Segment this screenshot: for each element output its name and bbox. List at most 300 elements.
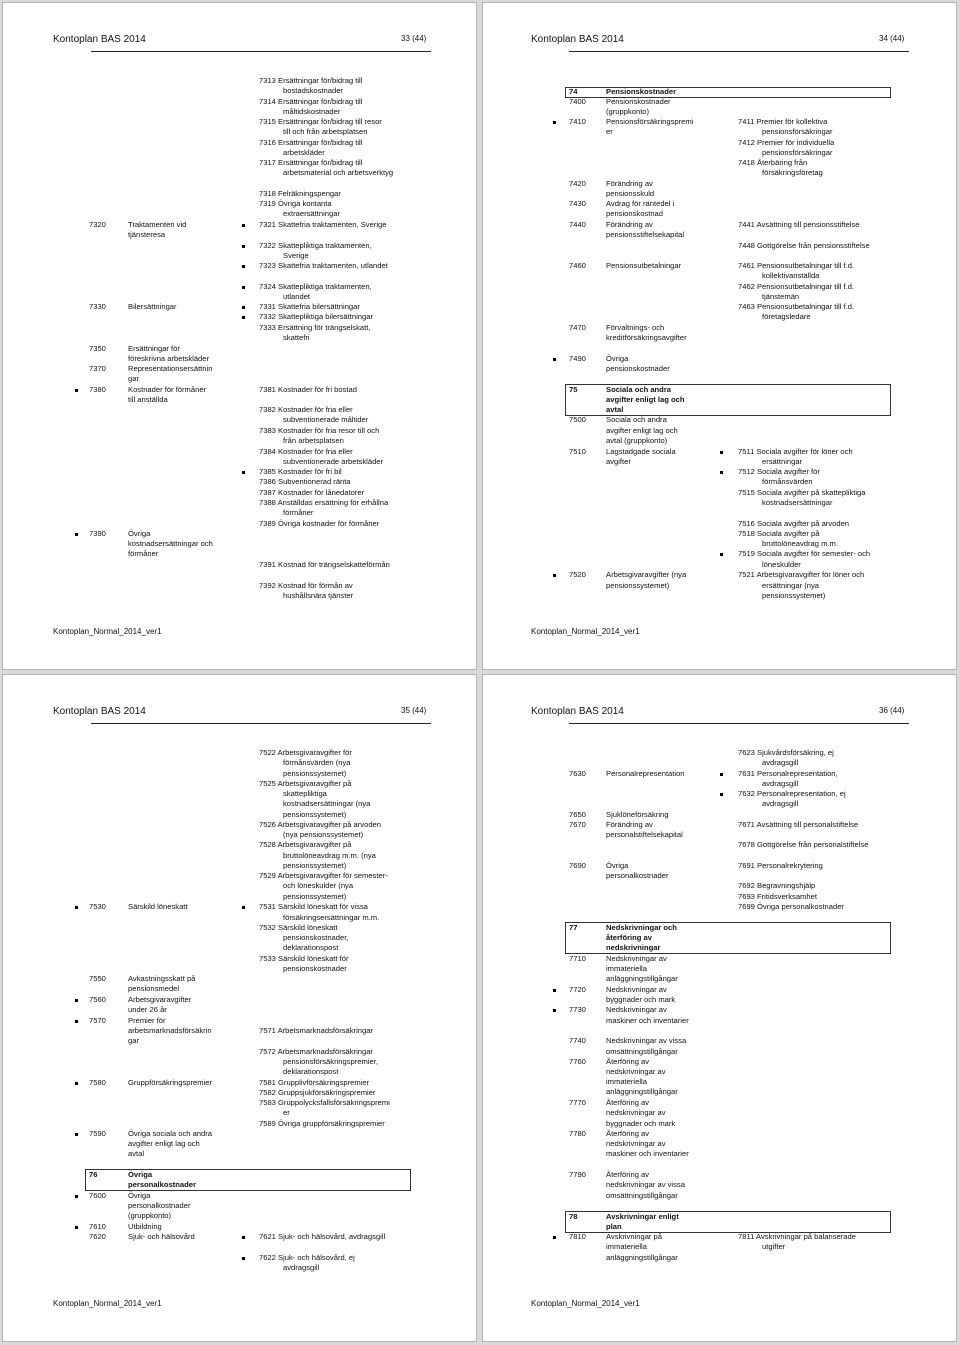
account-number: 7770 — [569, 1098, 586, 1107]
account-number: 7440 — [569, 220, 586, 229]
bullet-icon — [553, 1009, 556, 1012]
bullet-icon — [75, 906, 78, 909]
account-number: 7350 — [89, 344, 106, 353]
account-line: arbetskläder — [283, 148, 325, 157]
account-name: Pensionsutbetalningar — [606, 261, 682, 270]
bullet-icon — [242, 906, 245, 909]
account-line: 7581 Grupplivförsäkringspremier — [259, 1078, 370, 1087]
account-line: 7528 Arbetsgivaravgifter på — [259, 840, 352, 849]
footer: Kontoplan_Normal_2014_ver1 — [53, 627, 162, 636]
account-line: pensionsförsäkringar — [762, 148, 833, 157]
account-line: 7391 Kostnad för trängselskatteförmån — [259, 560, 390, 569]
account-name: föreskrivna arbetskläder — [128, 354, 210, 363]
account-number: 7590 — [89, 1129, 106, 1138]
account-line: 7691 Personalrekrytering — [738, 861, 823, 870]
section-title: avgifter enligt lag och — [606, 395, 685, 404]
account-number: 7560 — [89, 995, 106, 1004]
account-line: måltidskostnader — [283, 107, 341, 116]
account-line: 7525 Arbetsgivaravgifter på — [259, 779, 352, 788]
account-line: förmånsvärden (nya — [283, 758, 351, 767]
account-name: Förändring av — [606, 820, 653, 829]
account-line: bostadskostnader — [283, 86, 343, 95]
section-title: Avskrivningar enligt — [606, 1212, 679, 1221]
account-line: från arbetsplatsen — [283, 436, 344, 445]
bullet-icon — [75, 1226, 78, 1229]
account-line: 7412 Premier för individuella — [738, 138, 835, 147]
bullet-icon — [242, 1236, 245, 1239]
account-line: 7526 Arbetsgivaravgifter på arvoden — [259, 820, 382, 829]
account-name: maskiner och inventarier — [606, 1016, 689, 1025]
account-line: 7392 Kostnad för förmån av — [259, 581, 353, 590]
account-name: anläggningstillgångar — [606, 1253, 678, 1262]
account-name: Nedskrivningar av — [606, 1005, 667, 1014]
account-line: 7384 Kostnader för fria eller — [259, 447, 353, 456]
bullet-icon — [720, 773, 723, 776]
bullet-icon — [720, 471, 723, 474]
account-name: nedskrivningar av — [606, 1139, 666, 1148]
account-line: 7381 Kostnader för fri bostad — [259, 385, 357, 394]
account-number: 7380 — [89, 385, 106, 394]
account-name: Återföring av — [606, 1057, 650, 1066]
account-name: Pensionskostnader — [606, 97, 671, 106]
account-line: 7462 Pensionsutbetalningar till f.d. — [738, 282, 855, 291]
account-line: och löneskulder (nya — [283, 881, 354, 890]
account-line: deklarationspost — [283, 943, 339, 952]
account-line: kostnadsersättningar (nya — [283, 799, 371, 808]
account-name: Kostnader för förmåner — [128, 385, 207, 394]
account-name: Återföring av — [606, 1170, 650, 1179]
account-number: 7710 — [569, 954, 586, 963]
account-line: 7518 Sociala avgifter på — [738, 529, 820, 538]
bullet-icon — [75, 999, 78, 1002]
account-number: 7400 — [569, 97, 586, 106]
account-line: pensionsförsäkringar — [762, 127, 833, 136]
section-number: 77 — [569, 923, 578, 932]
account-line: försäkringsföretag — [762, 168, 823, 177]
account-name: under 26 år — [128, 1005, 167, 1014]
account-name: Sjuklöneförsäkring — [606, 810, 669, 819]
account-line: 7333 Ersättning för trängselskatt, — [259, 323, 371, 332]
account-line: ersättningar — [762, 457, 803, 466]
account-line: avdragsgill — [283, 1263, 320, 1272]
account-name: byggnader och mark — [606, 995, 676, 1004]
account-number: 7370 — [89, 364, 106, 373]
section-title: personalkostnader — [128, 1180, 196, 1189]
account-line: pensionssystemet) — [283, 769, 347, 778]
bullet-icon — [553, 358, 556, 361]
bullet-icon — [242, 286, 245, 289]
account-line: utlandet — [283, 292, 311, 301]
account-name: Förändring av — [606, 220, 653, 229]
account-line: 7811 Avskrivningar på balanserade — [738, 1232, 856, 1241]
account-line: 7319 Övriga kontanta — [259, 199, 332, 208]
section-title: plan — [606, 1222, 622, 1231]
section-title: Nedskrivningar och — [606, 923, 677, 932]
account-name: Arbetsgivaravgifter (nya — [606, 570, 687, 579]
account-number: 7740 — [569, 1036, 586, 1045]
account-line: 7382 Kostnader för fria eller — [259, 405, 353, 414]
account-line: 7632 Personalrepresentation, ej — [738, 789, 846, 798]
account-line: pensionssystemet) — [762, 591, 826, 600]
bullet-icon — [242, 316, 245, 319]
account-line: 7324 Skattepliktiga traktamenten, — [259, 282, 372, 291]
account-line: extraersättningar — [283, 209, 340, 218]
account-number: 7690 — [569, 861, 586, 870]
account-line: till och från arbetsplatsen — [283, 127, 368, 136]
account-line: 7589 Övriga gruppförsäkringspremier — [259, 1119, 385, 1128]
bullet-icon — [75, 1195, 78, 1198]
account-line: 7332 Skattepliktiga bilersättningar — [259, 312, 373, 321]
account-number: 7760 — [569, 1057, 586, 1066]
bullet-icon — [242, 245, 245, 248]
bullet-icon — [720, 451, 723, 454]
doc-title: Kontoplan BAS 2014 — [53, 34, 146, 45]
account-number: 7510 — [569, 447, 586, 456]
account-number: 7630 — [569, 769, 586, 778]
account-line: 7572 Arbetsmarknadsförsäkringar — [259, 1047, 373, 1056]
account-line: 7389 Övriga kostnader för förmåner — [259, 519, 380, 528]
account-name: pensionssystemet) — [606, 581, 670, 590]
account-line: 7317 Ersättningar för/bidrag till — [259, 158, 363, 167]
account-name: arbetsmarknadsförsäkrin — [128, 1026, 212, 1035]
account-name: maskiner och inventarier — [606, 1149, 689, 1158]
account-name: Förvaltnings- och — [606, 323, 665, 332]
bullet-icon — [242, 1257, 245, 1260]
header-rule — [569, 723, 909, 724]
account-number: 7570 — [89, 1016, 106, 1025]
account-line: arbetsmaterial och arbetsverktyg — [283, 168, 394, 177]
account-name: gar — [128, 374, 139, 383]
account-name: Sjuk- och hälsovård — [128, 1232, 195, 1241]
account-name: omsättningstillgångar — [606, 1047, 678, 1056]
account-line: 7318 Felräkningspengar — [259, 189, 341, 198]
account-line: 7531 Särskild löneskatt för vissa — [259, 902, 368, 911]
account-number: 7580 — [89, 1078, 106, 1087]
account-number: 7420 — [569, 179, 586, 188]
account-line: löneskulder — [762, 560, 801, 569]
account-line: pensionssystemet) — [283, 892, 347, 901]
account-line: 7621 Sjuk- och hälsovård, avdragsgill — [259, 1232, 386, 1241]
account-name: kostnadsersättningar och — [128, 539, 213, 548]
doc-title: Kontoplan BAS 2014 — [531, 706, 624, 717]
account-line: 7533 Särskild löneskatt för — [259, 954, 349, 963]
footer: Kontoplan_Normal_2014_ver1 — [53, 1299, 162, 1308]
account-line: 7693 Fritidsverksamhet — [738, 892, 817, 901]
account-name: nedskrivningar av vissa — [606, 1180, 685, 1189]
account-line: pensionskostnader, — [283, 933, 349, 942]
account-number: 7790 — [569, 1170, 586, 1179]
account-line: företagsledare — [762, 312, 811, 321]
account-name: personalkostnader — [606, 871, 669, 880]
account-name: gar — [128, 1036, 139, 1045]
page-36 — [482, 674, 957, 1342]
account-line: 7314 Ersättningar för/bidrag till — [259, 97, 363, 106]
account-number: 7620 — [89, 1232, 106, 1241]
section-number: 78 — [569, 1212, 578, 1221]
account-name: pensionskostnad — [606, 209, 663, 218]
account-line: 7582 Gruppsjukförsäkringspremier — [259, 1088, 376, 1097]
account-number: 7320 — [89, 220, 106, 229]
account-line: deklarationspost — [283, 1067, 339, 1076]
account-number: 7810 — [569, 1232, 586, 1241]
account-line: tjänstemän — [762, 292, 800, 301]
account-number: 7490 — [569, 354, 586, 363]
page-number: 36 (44) — [879, 706, 905, 715]
account-number: 7610 — [89, 1222, 106, 1231]
page-number: 33 (44) — [401, 34, 427, 43]
doc-title: Kontoplan BAS 2014 — [53, 706, 146, 717]
account-line: 7699 Övriga personalkostnader — [738, 902, 844, 911]
account-line: kostnadsersättningar — [762, 498, 833, 507]
account-line: 7441 Avsättning till pensionsstiftelse — [738, 220, 860, 229]
account-line: avdragsgill — [762, 799, 799, 808]
account-number: 7390 — [89, 529, 106, 538]
account-number: 7530 — [89, 902, 106, 911]
bullet-icon — [553, 574, 556, 577]
account-line: 7448 Gottgörelse från pensionsstiftelse — [738, 241, 870, 250]
account-line: 7316 Ersättningar för/bidrag till — [259, 138, 363, 147]
account-line: 7623 Sjukvårdsförsäkring, ej — [738, 748, 834, 757]
account-name: immateriella — [606, 964, 647, 973]
bullet-icon — [75, 389, 78, 392]
account-name: Pensionsförsäkringspremi — [606, 117, 694, 126]
account-name: avgifter — [606, 457, 631, 466]
account-number: 7330 — [89, 302, 106, 311]
account-line: ersättningar (nya — [762, 581, 819, 590]
account-name: Nedskrivningar av vissa — [606, 1036, 687, 1045]
account-name: Återföring av — [606, 1098, 650, 1107]
account-name: Övriga — [606, 354, 629, 363]
bullet-icon — [75, 1020, 78, 1023]
account-name: Premier för — [128, 1016, 166, 1025]
account-name: er — [606, 127, 613, 136]
page-34 — [482, 2, 957, 670]
account-line: 7388 Anställdas ersättning för erhållna — [259, 498, 389, 507]
account-name: Representationsersättnin — [128, 364, 213, 373]
account-name: Förändring av — [606, 179, 653, 188]
bullet-icon — [242, 265, 245, 268]
account-number: 7410 — [569, 117, 586, 126]
bullet-icon — [75, 533, 78, 536]
account-line: skattepliktiga — [283, 789, 327, 798]
account-name: pensionsstiftelsekapital — [606, 230, 685, 239]
account-line: subventionerade arbetskläder — [283, 457, 384, 466]
account-line: 7671 Avsättning till personalstiftelse — [738, 820, 859, 829]
account-line: 7516 Sociala avgifter på arvoden — [738, 519, 850, 528]
account-number: 7720 — [569, 985, 586, 994]
account-line: 7383 Kostnader för fria resor till och — [259, 426, 380, 435]
account-line: 7463 Pensionsutbetalningar till f.d. — [738, 302, 855, 311]
account-line: 7511 Sociala avgifter för löner och — [738, 447, 853, 456]
account-name: Avdrag för räntedel i — [606, 199, 675, 208]
account-line: 7571 Arbetsmarknadsförsäkringar — [259, 1026, 373, 1035]
account-name: nedskrivningar av — [606, 1067, 666, 1076]
account-line: bruttolöneavdrag m.m. — [762, 539, 838, 548]
account-line: försäkringsersättningar m.m. — [283, 913, 380, 922]
account-line: 7522 Arbetsgivaravgifter för — [259, 748, 352, 757]
account-line: 7461 Pensionsutbetalningar till f.d. — [738, 261, 855, 270]
account-name: Särskild löneskatt — [128, 902, 188, 911]
account-name: pensionsskuld — [606, 189, 655, 198]
account-name: anläggningstillgångar — [606, 974, 678, 983]
account-number: 7500 — [569, 415, 586, 424]
account-number: 7780 — [569, 1129, 586, 1138]
account-line: avdragsgill — [762, 758, 799, 767]
account-line: 7387 Kostnader för lånedatorer — [259, 488, 365, 497]
account-name: Nedskrivningar av — [606, 954, 667, 963]
account-line: pensionsförsäkringspremier, — [283, 1057, 378, 1066]
account-name: byggnader och mark — [606, 1119, 676, 1128]
account-name: personalkostnader — [128, 1201, 191, 1210]
header-rule — [91, 51, 431, 52]
account-name: Sociala och andra — [606, 415, 667, 424]
account-name: Arbetsgivaravgifter — [128, 995, 192, 1004]
account-name: Gruppförsäkringspremier — [128, 1078, 212, 1087]
account-number: 7730 — [569, 1005, 586, 1014]
account-name: anläggningstillgångar — [606, 1087, 678, 1096]
account-line: (nya pensionssystemet) — [283, 830, 364, 839]
account-name: personalstiftelsekapital — [606, 830, 683, 839]
account-name: Nedskrivningar av — [606, 985, 667, 994]
account-line: 7385 Kostnader för fri bil — [259, 467, 342, 476]
footer: Kontoplan_Normal_2014_ver1 — [531, 1299, 640, 1308]
account-name: Personalrepresentation — [606, 769, 685, 778]
account-number: 7470 — [569, 323, 586, 332]
account-line: 7631 Personalrepresentation, — [738, 769, 838, 778]
account-name: avgifter enligt lag och — [128, 1139, 200, 1148]
bullet-icon — [553, 121, 556, 124]
account-number: 7550 — [89, 974, 106, 983]
account-name: Utbildning — [128, 1222, 162, 1231]
account-name: immateriella — [606, 1242, 647, 1251]
account-line: bruttolöneavdrag m.m. (nya — [283, 851, 376, 860]
account-line: 7386 Subventionerad ränta — [259, 477, 351, 486]
account-number: 7430 — [569, 199, 586, 208]
section-number: 76 — [89, 1170, 98, 1179]
bullet-icon — [553, 1236, 556, 1239]
account-name: Avkastningsskatt på — [128, 974, 196, 983]
bullet-icon — [242, 471, 245, 474]
section-title: Övriga — [128, 1170, 153, 1179]
section-title: Pensionskostnader — [606, 87, 677, 96]
account-line: 7583 Gruppolycksfallsförsäkringspremi — [259, 1098, 390, 1107]
account-name: (gruppkonto) — [128, 1211, 172, 1220]
section-title: avtal — [606, 405, 624, 414]
account-name: pensionsmedel — [128, 984, 180, 993]
account-name: tjänsteresa — [128, 230, 166, 239]
account-line: 7313 Ersättningar för/bidrag till — [259, 76, 363, 85]
account-name: nedskrivningar av — [606, 1108, 666, 1117]
bullet-icon — [242, 306, 245, 309]
account-name: Ersättningar för — [128, 344, 180, 353]
account-name: Övriga — [128, 529, 151, 538]
account-name: Lagstadgade sociala — [606, 447, 676, 456]
account-name: förmåner — [128, 549, 159, 558]
account-name: Avskrivningar på — [606, 1232, 662, 1241]
bullet-icon — [75, 1082, 78, 1085]
account-line: 7529 Arbetsgivaravgifter för semester- — [259, 871, 388, 880]
account-name: Övriga — [606, 861, 629, 870]
account-line: 7519 Sociala avgifter för semester- och — [738, 549, 871, 558]
doc-title: Kontoplan BAS 2014 — [531, 34, 624, 45]
account-line: pensionssystemet) — [283, 861, 347, 870]
account-line: Sverige — [283, 251, 309, 260]
account-line: 7322 Skattepliktiga traktamenten, — [259, 241, 372, 250]
page-number: 34 (44) — [879, 34, 905, 43]
account-line: utgifter — [762, 1242, 786, 1251]
section-title: Sociala och andra — [606, 385, 671, 394]
account-line: 7512 Sociala avgifter för — [738, 467, 820, 476]
account-line: 7315 Ersättningar för/bidrag till resor — [259, 117, 382, 126]
account-line: 7321 Skattefria traktamenten, Sverige — [259, 220, 387, 229]
account-line: 7331 Skattefria bilersättningar — [259, 302, 360, 311]
account-number: 7520 — [569, 570, 586, 579]
bullet-icon — [242, 224, 245, 227]
account-name: avgifter enligt lag och — [606, 426, 678, 435]
account-line: 7532 Särskild löneskatt — [259, 923, 338, 932]
section-title: återföring av — [606, 933, 652, 942]
account-number: 7460 — [569, 261, 586, 270]
account-line: 7418 Återbäring från — [738, 158, 808, 167]
account-line: 7515 Sociala avgifter på skattepliktiga — [738, 488, 866, 497]
account-line: förmåner — [283, 508, 314, 517]
account-number: 7600 — [89, 1191, 106, 1200]
account-line: hushållsnära tjänster — [283, 591, 354, 600]
account-name: Övriga sociala och andra — [128, 1129, 212, 1138]
account-name: Övriga — [128, 1191, 151, 1200]
account-name: Återföring av — [606, 1129, 650, 1138]
account-line: 7622 Sjuk- och hälsovård, ej — [259, 1253, 355, 1262]
account-line: 7678 Gottgörelse från personalstiftelse — [738, 840, 869, 849]
account-line: 7692 Begravningshjälp — [738, 881, 816, 890]
account-line: pensionskostnader — [283, 964, 347, 973]
account-line: pensionssystemet) — [283, 810, 347, 819]
account-name: avtal — [128, 1149, 145, 1158]
account-line: 7323 Skattefria traktamenten, utlandet — [259, 261, 388, 270]
section-number: 75 — [569, 385, 578, 394]
account-name: avtal (gruppkonto) — [606, 436, 668, 445]
bullet-icon — [720, 553, 723, 556]
account-line: 7521 Arbetsgivaravgifter för löner och — [738, 570, 865, 579]
account-line: skattefri — [283, 333, 310, 342]
account-line: 7411 Premier för kollektiva — [738, 117, 828, 126]
bullet-icon — [720, 793, 723, 796]
account-name: Bilersättningar — [128, 302, 177, 311]
account-name: omsättningstillgångar — [606, 1191, 678, 1200]
header-rule — [91, 723, 431, 724]
account-number: 7650 — [569, 810, 586, 819]
page-number: 35 (44) — [401, 706, 427, 715]
account-name: kreditförsäkringsavgifter — [606, 333, 687, 342]
account-name: immateriella — [606, 1077, 647, 1086]
section-title: nedskrivningar — [606, 943, 661, 952]
account-line: kollektivanställda — [762, 271, 820, 280]
bullet-icon — [75, 1133, 78, 1136]
footer: Kontoplan_Normal_2014_ver1 — [531, 627, 640, 636]
page-33 — [2, 2, 477, 670]
account-name: (gruppkonto) — [606, 107, 650, 116]
account-name: Traktamenten vid — [128, 220, 187, 229]
page-35 — [2, 674, 477, 1342]
header-rule — [569, 51, 909, 52]
section-number: 74 — [569, 87, 578, 96]
account-line: subventionerade måltider — [283, 415, 369, 424]
account-name: till anställda — [128, 395, 168, 404]
account-number: 7670 — [569, 820, 586, 829]
account-name: pensionskostnader — [606, 364, 670, 373]
account-line: er — [283, 1108, 290, 1117]
account-line: avdragsgill — [762, 779, 799, 788]
